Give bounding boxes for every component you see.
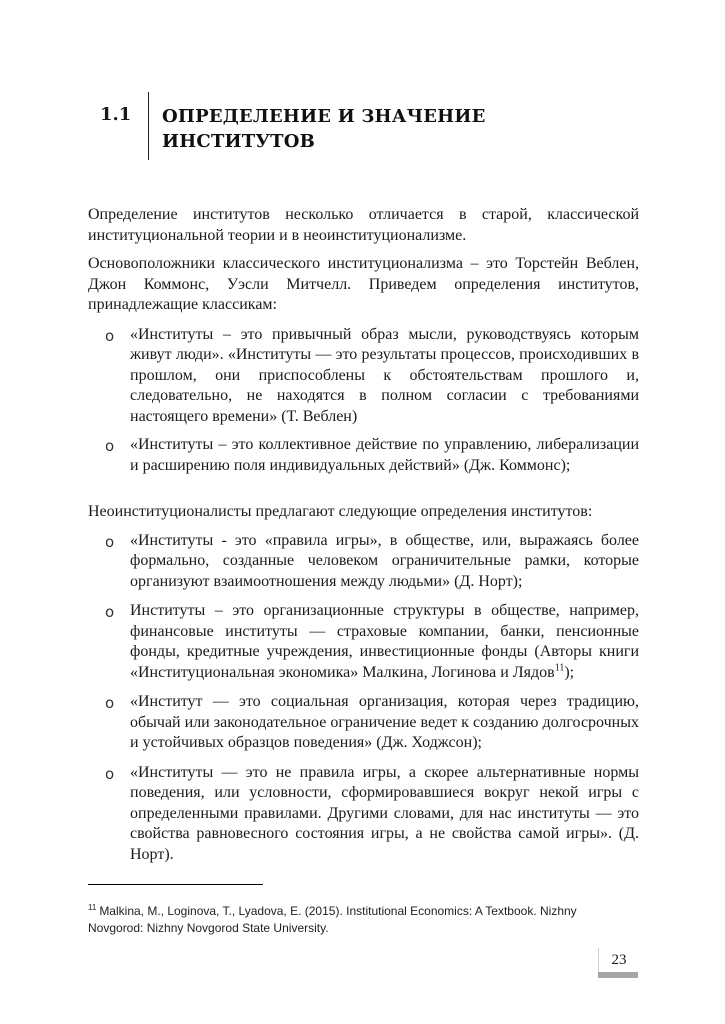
page-number-bar bbox=[598, 972, 638, 978]
heading-divider bbox=[148, 92, 149, 160]
list-item bbox=[88, 763, 639, 866]
bullet-icon: o bbox=[105, 326, 115, 345]
footnote bbox=[88, 899, 608, 937]
neo-definitions-list bbox=[88, 531, 639, 866]
section-heading bbox=[88, 92, 648, 162]
classics-intro-paragraph: Основоположники классического институционализма – это Торстейн Веблен, Джон Коммонс, Уэсли Митчелл. Приведем определения институтов, принадлежащие классикам: bbox=[88, 255, 639, 313]
footnote-divider bbox=[88, 884, 263, 885]
list-item-text: Институты – это организационные структуры в обществе, например, финансовые институты — страховые компании, банки, пенсионные фонды, кредитные учреждения, инвестиционные фонды (Авторы книги «Институциональная экономика» Малкина, Логинова и Лядов bbox=[130, 602, 639, 681]
neo-intro-paragraph: Неоинституционалисты предлагают следующие определения институтов: bbox=[88, 503, 593, 520]
bullet-icon: o bbox=[105, 603, 115, 621]
intro-block bbox=[88, 205, 639, 476]
bullet-icon: o bbox=[105, 532, 115, 551]
list-item-text-end: ); bbox=[564, 663, 575, 681]
bullet-icon: o bbox=[105, 694, 115, 712]
neo-block bbox=[88, 502, 639, 865]
list-item bbox=[88, 435, 639, 476]
footnote-text: Malkina, M., Loginova, T., Lyadova, E. (2015). Institutional Economics: A Textbook. Nizhny Novgorod: Nizhny Novgorod State University. bbox=[88, 904, 577, 935]
list-item-text: «Институты — это не правила игры, а скорее альтернативные нормы поведения, или условности, сформировавшиеся вокруг некой игры с определенными правилами. Другими словами, для нас институты — это свойства равновесного состояния игры, а не свойства самой игры». (Д. Норт). bbox=[130, 763, 639, 863]
footnote-number: 11 bbox=[88, 903, 97, 912]
bullet-icon: o bbox=[105, 437, 115, 455]
list-item bbox=[88, 601, 639, 683]
list-item-text: «Институты – это привычный образ мысли, руководствуясь которым живут люди». «Институты — это результаты процессов, происходивших в прошлом, они приспособлены к обстоятельствам прошлого и, следовательно, не находятся в полном согласии с требованиями настоящего времени» (Т. Веблен) bbox=[130, 325, 639, 425]
list-item-text: «Институты - это «правила игры», в обществе, или, выражаясь более формально, созданные человеком ограничительные рамки, которые организуют взаимоотношения между людьми» (Д. Норт); bbox=[130, 531, 639, 590]
list-item bbox=[88, 531, 639, 593]
list-item-text: «Институты – это коллективное действие по управлению, либерализации и расширению поля индивидуальных действий» (Дж. Коммонс); bbox=[130, 436, 639, 474]
list-item bbox=[88, 692, 639, 754]
intro-paragraph: Определение институтов несколько отличается в старой, классической институциональной теории и в неоинституционализме. bbox=[88, 206, 639, 244]
list-item bbox=[88, 325, 639, 428]
page-number: 23 bbox=[598, 948, 639, 972]
section-number: 1.1 bbox=[100, 104, 132, 125]
list-item-text: «Институт — это социальная организация, которая через традицию, обычай или законодательное ограничение ведет к созданию долгосрочных и устойчивых образцов поведения» (Дж. Ходжсон); bbox=[130, 693, 639, 751]
classic-definitions-list bbox=[88, 325, 639, 477]
section-title: ОПРЕДЕЛЕНИЕ И ЗНАЧЕНИЕ ИНСТИТУТОВ bbox=[162, 106, 486, 152]
footnote-reference[interactable]: 11 bbox=[554, 662, 565, 674]
bullet-icon: o bbox=[105, 764, 115, 783]
